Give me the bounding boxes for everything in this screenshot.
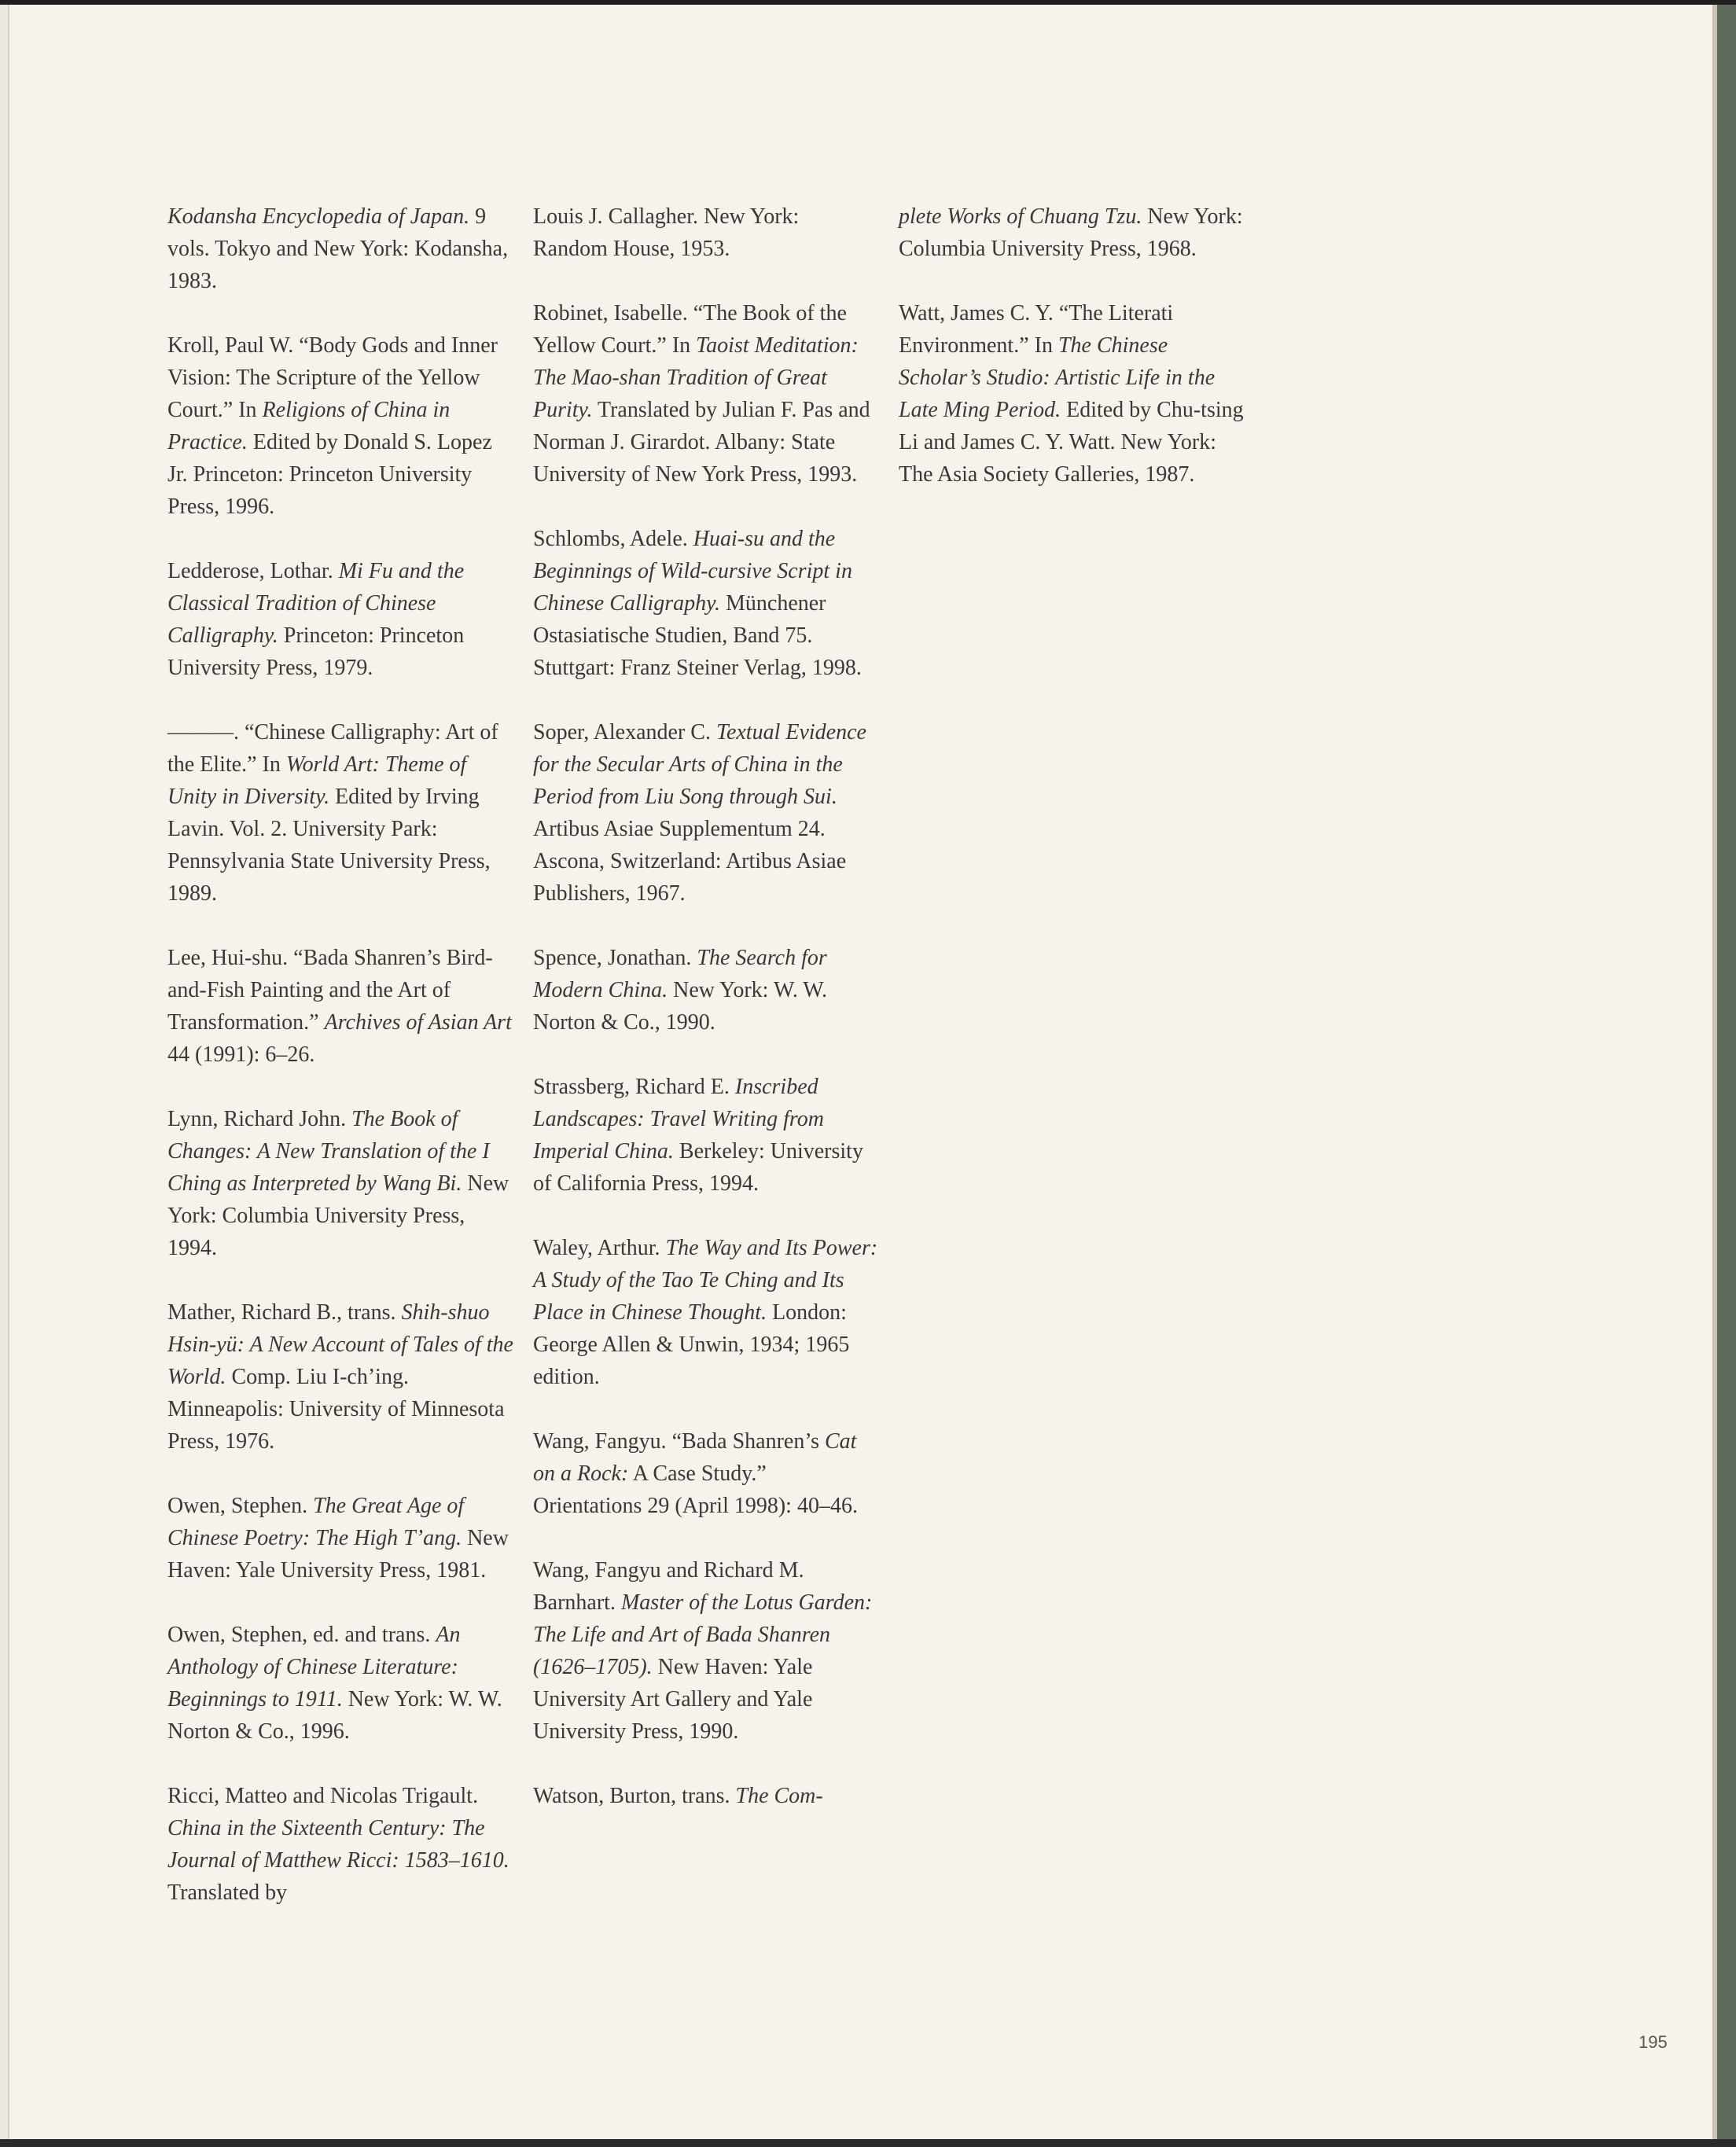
bibliography-entry bbox=[533, 1554, 879, 1748]
entry-author: Wang, Fangyu and Richard M. Barnhart. bbox=[533, 1558, 804, 1615]
entry-publication: Edited by Donald S. Lopez Jr. Princeton: Princeton University Press, 1996. bbox=[167, 430, 492, 519]
page-gutter bbox=[8, 5, 9, 2139]
entry-author: Owen, Stephen. bbox=[167, 1494, 314, 1518]
entry-publication: Edited by Chu-tsing Li and James C. Y. Watt. New York: The Asia Society Galleries, 1987. bbox=[899, 398, 1244, 487]
entry-author: ———. “Chinese Calligraphy: Art of the Elite.” In bbox=[167, 720, 498, 777]
bibliography-entry bbox=[533, 1425, 879, 1522]
bibliography-entry bbox=[533, 297, 879, 491]
entry-title: World Art: Theme of Unity in Diversity. bbox=[167, 752, 467, 809]
entry-publication: 9 vols. Tokyo and New York: Kodansha, 1983. bbox=[167, 204, 509, 293]
entry-author: Owen, Stephen, ed. and trans. bbox=[167, 1623, 436, 1647]
bibliography-column-2 bbox=[533, 200, 879, 1844]
entry-author: Ledderose, Lothar. bbox=[167, 559, 339, 583]
entry-title: Cat on a Rock: bbox=[533, 1429, 857, 1486]
bibliography-entry bbox=[167, 1103, 513, 1264]
entry-publication: New Haven: Yale University Press, 1981. bbox=[167, 1526, 509, 1583]
entry-publication: Translated by bbox=[167, 1880, 288, 1905]
entry-title: Shih-shuo Hsin-yü: A New Account of Tales of the World. bbox=[167, 1300, 513, 1389]
bibliography-entry bbox=[167, 329, 513, 523]
bibliography-entry bbox=[167, 1780, 513, 1909]
entry-author: Ricci, Matteo and Nicolas Trigault. bbox=[167, 1784, 479, 1808]
entry-title: Inscribed Landscapes: Travel Writing from Imperial China. bbox=[533, 1075, 824, 1164]
entry-author: Watt, James C. Y. “The Literati Environment.” In bbox=[899, 301, 1174, 358]
bibliography-column-3 bbox=[899, 200, 1245, 523]
entry-publication: New York: W. W. Norton & Co., 1996. bbox=[167, 1687, 502, 1744]
entry-publication: Comp. Liu I-ch’ing. Minneapolis: University of Minnesota Press, 1976. bbox=[167, 1365, 505, 1454]
entry-title: The Book of Changes: A New Translation of the I Ching as Interpreted by Wang Bi. bbox=[167, 1107, 490, 1196]
entry-title: Textual Evidence for the Secular Arts of China in the Period from Liu Song through Sui. bbox=[533, 720, 866, 809]
bottom-border bbox=[0, 2139, 1736, 2147]
entry-title: Taoist Meditation: The Mao-shan Tradition of Great Purity. bbox=[533, 333, 859, 422]
entry-title: Kodansha Encyclopedia of Japan. bbox=[167, 204, 470, 229]
entry-publication: Edited by Irving Lavin. Vol. 2. University Park: Pennsylvania State University Press, 1989. bbox=[167, 785, 491, 906]
entry-author: Lee, Hui-shu. “Bada Shanren’s Bird-and-Fish Painting and the Art of Transformation.” bbox=[167, 946, 493, 1035]
book-cover-edge bbox=[1712, 5, 1736, 2139]
entry-publication: London: George Allen & Unwin, 1934; 1965 edition. bbox=[533, 1300, 850, 1389]
entry-publication: New Haven: Yale University Art Gallery and Yale University Press, 1990. bbox=[533, 1655, 813, 1744]
entry-title: Huai-su and the Beginnings of Wild-cursive Script in Chinese Calligraphy. bbox=[533, 527, 852, 616]
entry-author: Watson, Burton, trans. bbox=[533, 1784, 736, 1808]
entry-publication: New York: W. W. Norton & Co., 1990. bbox=[533, 978, 828, 1035]
entry-publication: Artibus Asiae Supplementum 24. Ascona, Switzerland: Artibus Asiae Publishers, 1967. bbox=[533, 817, 847, 906]
entry-title: The Way and Its Power: A Study of the Tao Te Ching and Its Place in Chinese Thought. bbox=[533, 1236, 878, 1325]
page-number: 195 bbox=[1639, 2032, 1668, 2052]
entry-author: Wang, Fangyu. “Bada Shanren’s bbox=[533, 1429, 825, 1454]
entry-author: Mather, Richard B., trans. bbox=[167, 1300, 402, 1325]
entry-title: Mi Fu and the Classical Tradition of Chinese Calligraphy. bbox=[167, 559, 465, 648]
entry-publication: Princeton: Princeton University Press, 1979. bbox=[167, 623, 465, 680]
entry-publication: Münchener Ostasiatische Studien, Band 75. Stuttgart: Franz Steiner Verlag, 1998. bbox=[533, 591, 862, 680]
entry-title: An Anthology of Chinese Literature: Beginnings to 1911. bbox=[167, 1623, 461, 1711]
entry-title: Master of the Lotus Garden: The Life and Art of Bada Shanren (1626–1705). bbox=[533, 1590, 873, 1679]
entry-title: Religions of China in Practice. bbox=[167, 398, 451, 454]
bibliography-entry bbox=[899, 297, 1245, 491]
entry-author: Strassberg, Richard E. bbox=[533, 1075, 735, 1099]
entry-title: The Com- bbox=[735, 1784, 823, 1808]
entry-author: Soper, Alexander C. bbox=[533, 720, 716, 744]
entry-publication: 44 (1991): 6–26. bbox=[167, 1042, 315, 1067]
entry-title: Archives of Asian Art bbox=[324, 1010, 512, 1035]
bibliography-entry bbox=[533, 1071, 879, 1200]
entry-author: Schlombs, Adele. bbox=[533, 527, 693, 551]
entry-publication: Berkeley: University of California Press, 1994. bbox=[533, 1139, 863, 1196]
bibliography-entry bbox=[533, 716, 879, 910]
bibliography-entry bbox=[533, 523, 879, 684]
entry-publication: New York: Columbia University Press, 1968. bbox=[899, 204, 1243, 261]
entry-author: Robinet, Isabelle. “The Book of the Yellow Court.” In bbox=[533, 301, 847, 358]
entry-publication: New York: Columbia University Press, 1994. bbox=[167, 1171, 509, 1260]
entry-author: Lynn, Richard John. bbox=[167, 1107, 352, 1131]
entry-title: The Great Age of Chinese Poetry: The High T’ang. bbox=[167, 1494, 465, 1550]
bibliography-entry bbox=[533, 1232, 879, 1393]
entry-author: Kroll, Paul W. “Body Gods and Inner Vision: The Scripture of the Yellow Court.” In bbox=[167, 333, 498, 422]
entry-publication: Translated by Julian F. Pas and Norman J. Girardot. Albany: State University of New York Press, 1993. bbox=[533, 398, 870, 487]
bibliography-entry bbox=[167, 1296, 513, 1458]
bibliography-entry bbox=[167, 1490, 513, 1586]
entry-author: Spence, Jonathan. bbox=[533, 946, 697, 970]
bibliography-entry bbox=[167, 1619, 513, 1748]
entry-author: Waley, Arthur. bbox=[533, 1236, 666, 1260]
bibliography-entry bbox=[167, 942, 513, 1071]
entry-title: The Chinese Scholar’s Studio: Artistic Life in the Late Ming Period. bbox=[899, 333, 1216, 422]
entry-title: plete Works of Chuang Tzu. bbox=[899, 204, 1142, 229]
bibliography-entry bbox=[533, 200, 879, 265]
entry-publication: A Case Study.” Orientations 29 (April 1998): 40–46. bbox=[533, 1461, 858, 1518]
entry-title: The Search for Modern China. bbox=[533, 946, 827, 1002]
bibliography-entry bbox=[167, 555, 513, 684]
bibliography-entry bbox=[533, 942, 879, 1039]
bibliography-entry bbox=[899, 200, 1245, 265]
bibliography-entry bbox=[167, 200, 513, 297]
entry-title: China in the Sixteenth Century: The Journal of Matthew Ricci: 1583–1610. bbox=[167, 1816, 509, 1873]
bibliography-entry bbox=[167, 716, 513, 910]
bibliography-entry bbox=[533, 1780, 879, 1812]
entry-author: Louis J. Callagher. New York: Random House, 1953. bbox=[533, 204, 800, 261]
bibliography-column-1 bbox=[167, 200, 513, 1941]
